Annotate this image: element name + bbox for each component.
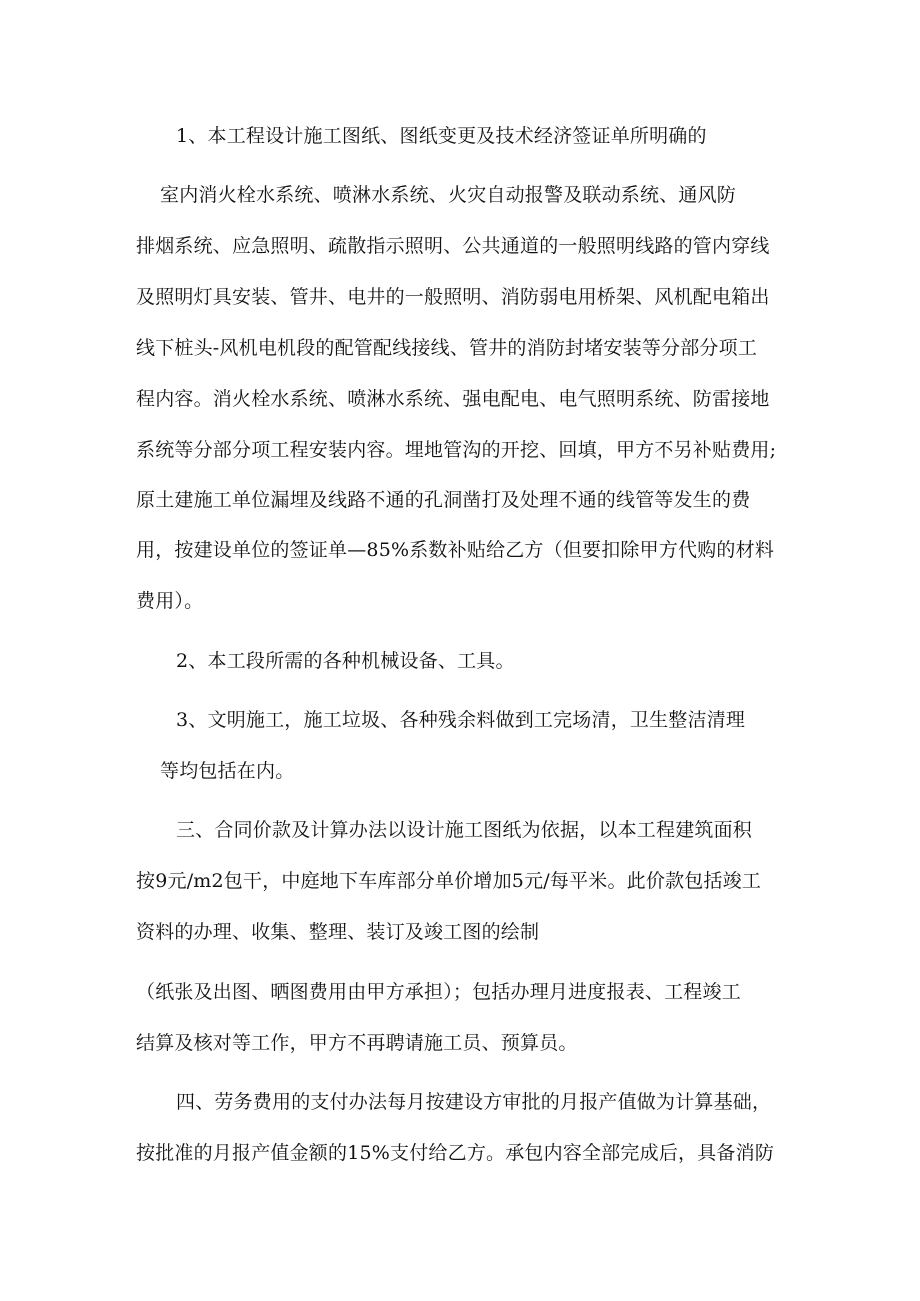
clause-1-line-3: 及照明灯具安装、管井、电井的一般照明、消防弱电用桥架、风机配电箱出 [136, 286, 770, 308]
section-3-line-4: （纸张及出图、晒图费用由甲方承担）；包括办理月进度报表、工程竣工 [136, 981, 741, 1003]
section-3-line-3: 资料的办理、收集、整理、装订及竣工图的绘制 [136, 921, 540, 943]
section-3-line-1: 三、合同价款及计算办法以设计施工图纸为依据，以本工程建筑面积 [176, 819, 753, 841]
clause-1-line-4: 线下桩头-风机电机段的配管配线接线、管井的消防封堵安装等分部分项工 [136, 337, 758, 359]
section-4-line-1: 四、劳务费用的支付办法每月按建设方审批的月报产值做为计算基础， [176, 1091, 772, 1113]
clause-1-heading: 1、本工程设计施工图纸、图纸变更及技术经济签证单所明确的 [176, 125, 707, 147]
section-3-line-5: 结算及核对等工作，甲方不再聘请施工员、预算员。 [136, 1032, 578, 1054]
clause-3-line-1: 3、文明施工，施工垃圾、各种残余料做到工完场清，卫生整洁清理 [176, 709, 746, 731]
clause-1-line-7: 原土建施工单位漏埋及线路不通的孔洞凿打及处理不通的线管等发生的费 [136, 489, 751, 511]
clause-1-line-1: 室内消火栓水系统、喷淋水系统、火灾自动报警及联动系统、通风防 [160, 184, 737, 206]
clause-1-line-2: 排烟系统、应急照明、疏散指示照明、公共通道的一般照明线路的管内穿线 [136, 235, 770, 257]
clause-1-line-8: 用，按建设单位的签证单—85%系数补贴给乙方（但要扣除甲方代购的材料 [136, 539, 775, 561]
section-4-line-2: 按批准的月报产值金额的15%支付给乙方。承包内容全部完成后，具备消防 [136, 1142, 775, 1164]
clause-1-line-5: 程内容。消火栓水系统、喷淋水系统、强电配电、电气照明系统、防雷接地 [136, 388, 770, 410]
clause-1-line-6: 系统等分部分项工程安装内容。埋地管沟的开挖、回填，甲方不另补贴费用; [136, 439, 777, 461]
clause-1-line-9: 费用）。 [136, 590, 204, 612]
clause-2: 2、本工段所需的各种机械设备、工具。 [176, 650, 515, 672]
section-3-line-2: 按9元/m2包干，中庭地下车库部分单价增加5元/每平米。此价款包括竣工 [136, 870, 762, 892]
clause-3-line-2: 等均包括在内。 [160, 760, 295, 782]
